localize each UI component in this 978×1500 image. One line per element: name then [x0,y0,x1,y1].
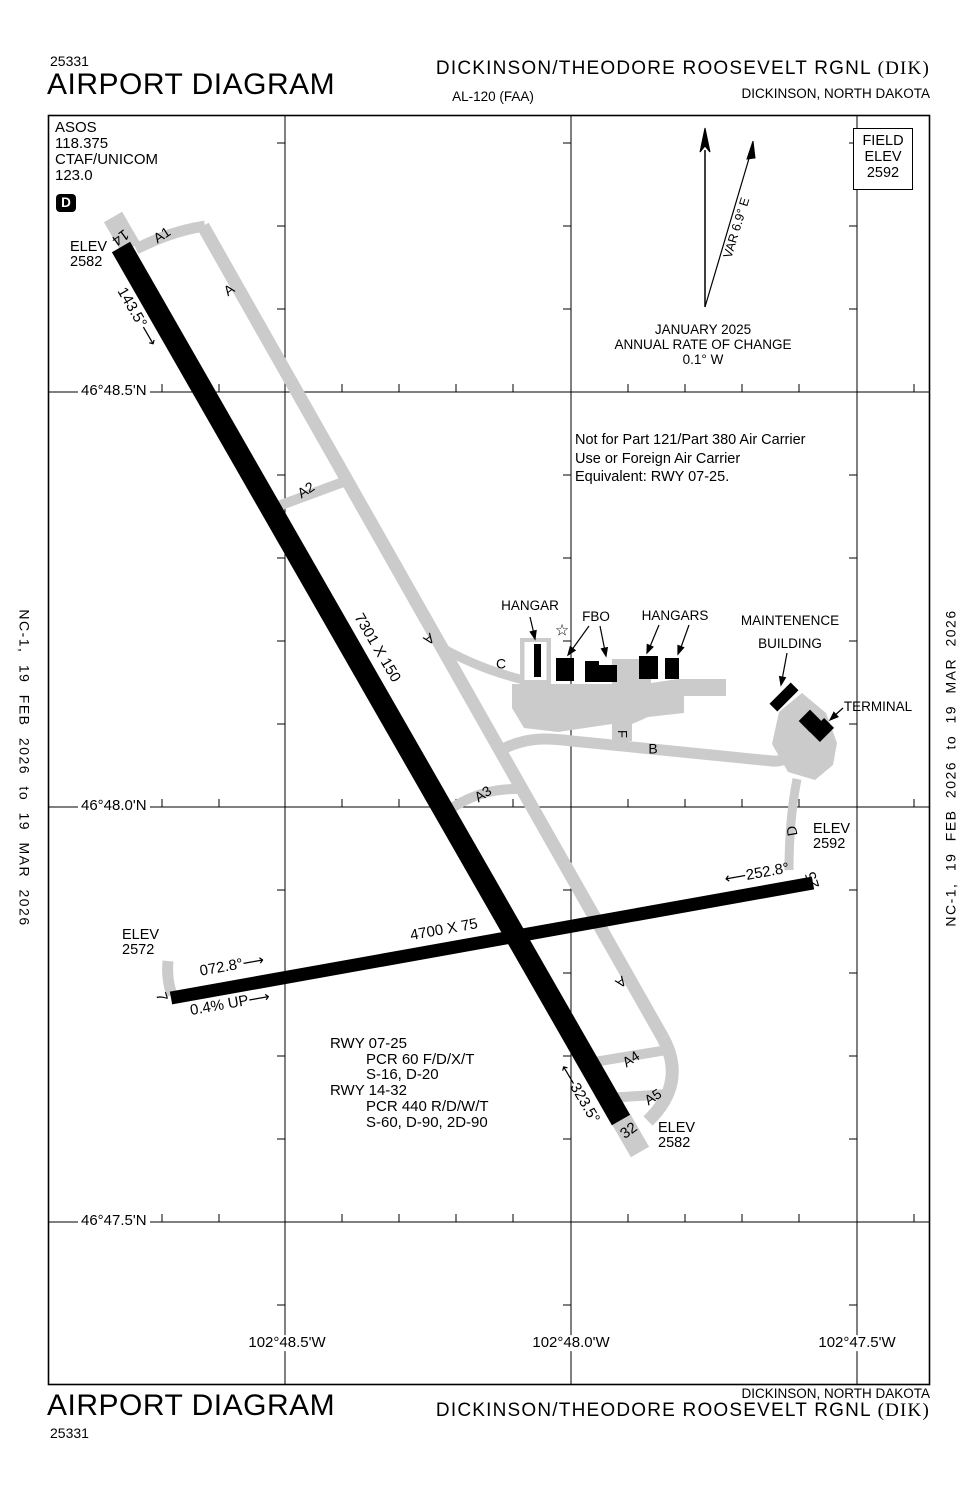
rwy32-heading: ⟵323.5° [555,1061,604,1127]
taxiway-f-label: F [614,730,630,738]
fbo-building-1 [556,658,574,681]
field-elev-value: 2592 [866,165,900,181]
annual-rate-label: ANNUAL RATE OF CHANGE [614,337,792,352]
rwy1432-weights: S-60, D-90, 2D-90 [366,1113,488,1131]
margin-note-right: NC-1, 19 FEB 2026 to 19 MAR 2026 [942,609,959,927]
field-elev-box [853,128,913,190]
notice-line3: Equivalent: RWY 07-25. [575,469,730,486]
hangars-label: HANGARS [641,607,709,623]
airport-ident-bottom: (DIK) [877,1400,930,1421]
rwy1432-dimensions: 7301 X 150 [350,610,405,686]
field-elev-line1: FIELD [862,133,904,149]
rwy07-elev-value: 2572 [122,942,155,958]
rwy14-elev-value: 2582 [70,254,103,270]
taxiway-a-label-upper: A [220,280,238,299]
taxiway-a3-label: A3 [471,782,495,806]
notice-line1: Not for Part 121/Part 380 Air Carrier [575,432,806,448]
rwy25-elev-value: 2592 [813,836,846,852]
city-state-bottom: DICKINSON, NORTH DAKOTA [741,1386,930,1401]
maintenance-label-line1: MAINTENENCE [740,612,840,628]
longitude-label-2: 102°48.0'W [529,1335,612,1351]
longitude-label-1: 102°48.5'W [245,1335,328,1351]
rwy14-elevation [70,240,107,270]
rwy07-number: 7 [152,990,171,1004]
taxiway-a5-label: A5 [641,1085,665,1109]
rwy0725-weights: S-16, D-20 [366,1066,439,1084]
rwy25-number: 25 [802,869,824,891]
taxiway-a-label-mid: A [420,630,438,649]
asos-label: ASOS [55,119,97,136]
annual-rate-value: 0.1° W [682,352,724,367]
taxiway-c-label: C [495,655,507,672]
fbo-building-2b [598,665,617,682]
taxiway-a-label-lower: A [612,973,630,992]
airport-name-top [436,58,930,80]
rwy25-heading: ⟵252.8° [723,859,791,888]
latitude-label-1: 46°48.5'N [78,383,150,399]
rwy07-elev-word: ELEV [122,927,160,943]
rwy14-elev-word: ELEV [70,239,108,255]
longitude-label-3: 102°47.5'W [815,1335,898,1351]
hot-spot-d-badge: D [56,194,76,212]
terminal-label: TERMINAL [843,698,913,714]
rwy1432-pcr: PCR 440 R/D/W/T [366,1097,489,1115]
rwy07-slope: 0.4% UP⟶ [188,988,272,1020]
notice-line2: Use or Foreign Air Carrier [575,450,741,467]
taxiway-d-label: D [782,824,801,838]
airport-name-text-bottom: DICKINSON/THEODORE ROOSEVELT RGNL [435,1400,878,1421]
airport-name-text: DICKINSON/THEODORE ROOSEVELT RGNL [435,58,878,79]
field-elev-line2: ELEV [864,149,902,165]
procedure-id: AL-120 (FAA) [452,88,534,104]
chart-code-top: 25331 [50,53,89,69]
rwy32-number: 32 [617,1118,641,1143]
taxiway-a2-label: A2 [294,478,318,502]
hangar-building [534,644,541,677]
rwy25-elevation [813,822,850,852]
fbo-label: FBO [582,608,610,624]
variation-date-block [614,322,791,367]
margin-note-left: NC-1, 19 FEB 2026 to 19 MAR 2026 [16,609,33,927]
taxiway-b-label: B [648,740,658,757]
rwy32-elev-word: ELEV [658,1120,696,1136]
airport-ident: (DIK) [877,58,930,79]
rwy0725-row: RWY 07-25 [330,1035,407,1052]
taxiway-a4-label: A4 [619,1047,643,1071]
hangars-building-1 [639,656,658,679]
latitude-label-2: 46°48.0'N [78,798,150,814]
beacon-star-icon: ☆ [554,622,570,640]
rwy0725-dimensions: 4700 X 75 [408,915,480,945]
rwy07-heading: 072.8°⟶ [198,951,266,980]
asos-frequency: 118.375 [55,135,109,152]
airport-name-bottom [436,1400,930,1422]
page-title: AIRPORT DIAGRAM [47,68,336,101]
rwy32-elevation [658,1121,695,1151]
air-carrier-notice [575,431,806,487]
variation-arrowhead [747,141,755,159]
rwy14-heading: 143.5°⟶ [113,284,161,350]
ctaf-label: CTAF/UNICOM [55,151,159,168]
variation-label: VAR 6.9° E [720,195,753,260]
taxiway-a1-label: A1 [150,223,174,247]
variation-date: JANUARY 2025 [654,322,752,337]
north-arrowhead [700,128,710,152]
hangars-building-2 [665,658,679,679]
ctaf-frequency: 123.0 [55,167,93,184]
fbo-building-2a [585,661,599,682]
comms-block [55,120,158,184]
page-title-bottom: AIRPORT DIAGRAM [47,1389,336,1422]
latitude-label-3: 46°47.5'N [78,1213,150,1229]
rwy32-elev-value: 2582 [658,1135,691,1151]
chart-code-bottom: 25331 [50,1425,89,1441]
rwy14-number: 14 [108,225,132,250]
runway-data-block [330,1036,489,1130]
rwy07-elevation [122,928,159,958]
hangar-label: HANGAR [501,597,559,613]
city-state-top: DICKINSON, NORTH DAKOTA [741,86,930,101]
maintenance-label-line2: BUILDING [758,635,822,651]
rwy1432-row: RWY 14-32 [330,1082,407,1100]
rwy25-elev-word: ELEV [813,821,851,837]
rwy0725-pcr: PCR 60 F/D/X/T [366,1050,475,1068]
